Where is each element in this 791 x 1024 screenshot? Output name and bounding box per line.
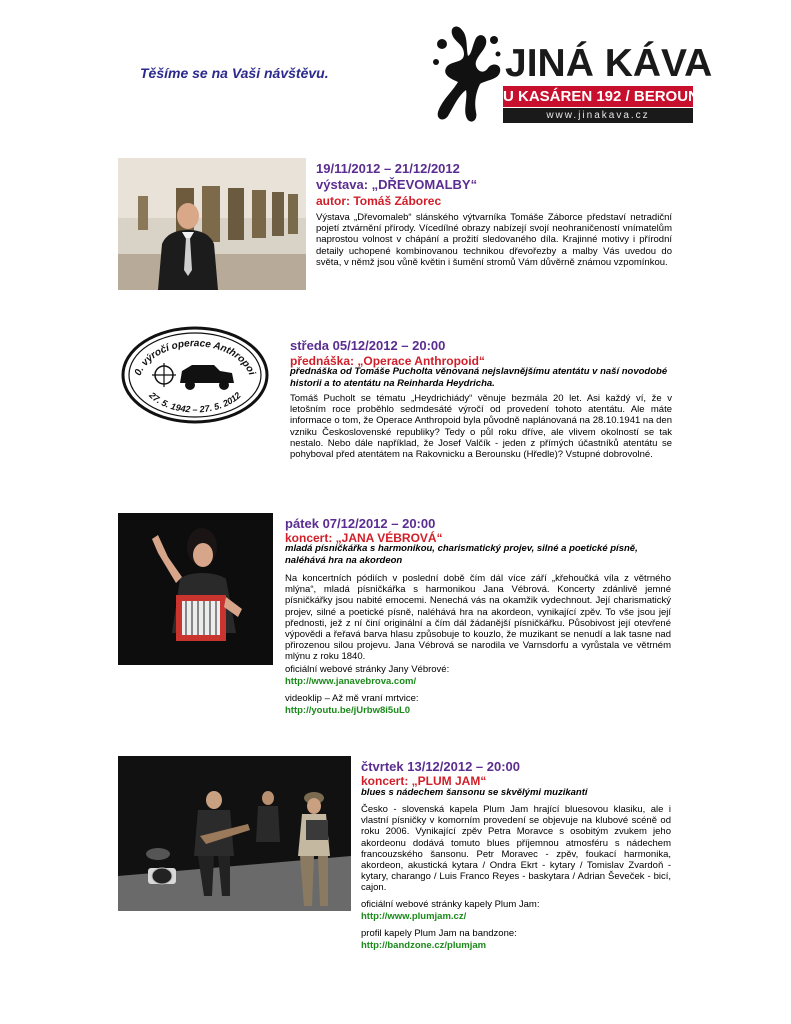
splash-figure-icon (428, 22, 508, 126)
event-1-author: autor: Tomáš Záborec (316, 194, 442, 208)
event-3-link-2-url[interactable]: http://youtu.be/jUrbw8i5uL0 (285, 705, 411, 716)
event-2-description: Tomáš Pucholt se tématu „Heydrichiády“ věnuje bezmála 20 let. Asi každý ví, že v letošním roce proběhlo sedmdesáté výročí od provedení tohoto atentátu. Ale máte informace o tom, že Operace Anthropoid byla původně naplánovaná na 28.10.1941 na den vzniku Československé republiky? Tedy o půl roku dříve, ale vlivem okolností se tak nestalo. Nebo dále například, že Josef Valčík - jeden z přímých účastníků atentátu se pohyboval před atentátem na Rakovnicku a Berounsku (Hředle)? Vstupné dobrovolné. (290, 393, 672, 461)
event-4-date: čtvrtek 13/12/2012 – 20:00 (361, 759, 521, 774)
stamp-bottom-text: 27. 5. 1942 – 27. 5. 2012 (147, 390, 243, 415)
logo-address: U KASÁREN 192 / BEROUN (503, 88, 699, 105)
logo-name: JINÁ KÁVA (505, 42, 713, 85)
event-4-link-2-url[interactable]: http://bandzone.cz/plumjam (361, 940, 487, 951)
logo-website: www.jinakava.cz (503, 108, 693, 123)
event-4-link-1-label: oficiální webové stránky kapely Plum Jam: (361, 899, 540, 910)
anthropoid-stamp (120, 325, 270, 425)
event-2-title: přednáška: „Operace Anthropoid“ (290, 354, 485, 368)
event-3-link-1-label: oficiální webové stránky Jany Vébrové: (285, 664, 450, 675)
event-3-title: koncert: „JANA VÉBROVÁ“ (285, 531, 443, 545)
event-4-link-1-url[interactable]: http://www.plumjam.cz/ (361, 911, 467, 922)
event-2-subtitle: přednáška od Tomáše Pucholta věnovaná nejslavnějšímu atentátu v naší novodobé historii a to atentátu na Reinharda Heydricha. (290, 366, 668, 389)
event-4-title: koncert: „PLUM JAM“ (361, 774, 487, 788)
event-4-link-2-label: profil kapely Plum Jam na bandzone: (361, 928, 517, 939)
event-3-link-1-url[interactable]: http://www.janavebrova.com/ (285, 676, 417, 687)
event-3-link-2-label: videoklip – Až mě vraní mrtvice: (285, 693, 419, 704)
event-1-description: Výstava „Dřevomaleb“ slánského výtvarníka Tomáše Záborce představí netradiční pojetí ztvárnění přírody. Vícedílné obrazy nabízejí svojí neohraničeností vnímatelům naprostou volnost v chápání a prožití sledovaného díla. Krajinné motivy i přírodní detaily uchopené kombinovanou technikou dřevořezby a malby Vás uvedou do světa, v němž jsou vůně květin i šumění stromů Vám důvěrně známou vzpomínkou. (316, 212, 672, 268)
plum-jam-photo (118, 756, 351, 911)
stamp-top-text: 0. výročí operace Anthropoi (132, 338, 258, 378)
event-3-description: Na koncertních pódiích v poslední době čím dál více září „křehoučká víla z větrného mlýna“, mladá písničkářka s harmonikou Jana Vébrová. Koncerty zdánlivě jemné písničkářky jsou nabité emocemi. Nenechá vás na okamžik vydechnout. Její charismatický projev, silné a poetické písně, naléhává hra na akordeon, vynikající zpěv. To vše jsou její přednosti, jež z ní činí originální a čím dál žádanější písničkářku. Působivost její otevřené výpovědi a řeřavá barva hlasu způsobuje to kouzlo, že muzikant se nenudí a lak tasne nad přirozenou silou projevu. Jana Vébrová se narodila ve Varnsdorfu a vyrůstala ve větrném mlýnu z roku 1840. (285, 573, 671, 663)
event-2-date: středa 05/12/2012 – 20:00 (290, 338, 446, 353)
event-3-subtitle: mladá písničkářka s harmonikou, charismatický projev, silné a poetické písně, naléhává hra na akordeon (285, 543, 638, 566)
jana-vebrova-photo (118, 513, 273, 665)
event-1-date: 19/11/2012 – 21/12/2012 (316, 161, 460, 176)
exhibition-photo (118, 158, 306, 290)
greeting: Těšíme se na Vaši návštěvu. (140, 65, 329, 81)
event-1-title: výstava: „DŘEVOMALBY“ (316, 177, 478, 192)
event-4-subtitle: blues s nádechem šansonu se skvělými muzikanti (361, 787, 588, 798)
event-3-date: pátek 07/12/2012 – 20:00 (285, 516, 436, 531)
event-4-description: Česko - slovenská kapela Plum Jam hrající bluesovou klasiku, ale i vlastní písničky v komorním provedení se objevuje na klubové scéně od roku 2006. Vynikající zpěv Petra Moravce s osobitým zvukem jeho akordeonu dodává tomuto blues příjemnou atmosféru s nádechem francouzského šansonu. Petr Moravec - zpěv, foukací harmonika, akordeon, akustická kytara / Ondra Ekrt - kytary / Tomislav Zvardoň - kytary, charango / Luis Franco Reyes - baskytara / Adrian Ševeček - bicí, cajon. (361, 804, 671, 894)
